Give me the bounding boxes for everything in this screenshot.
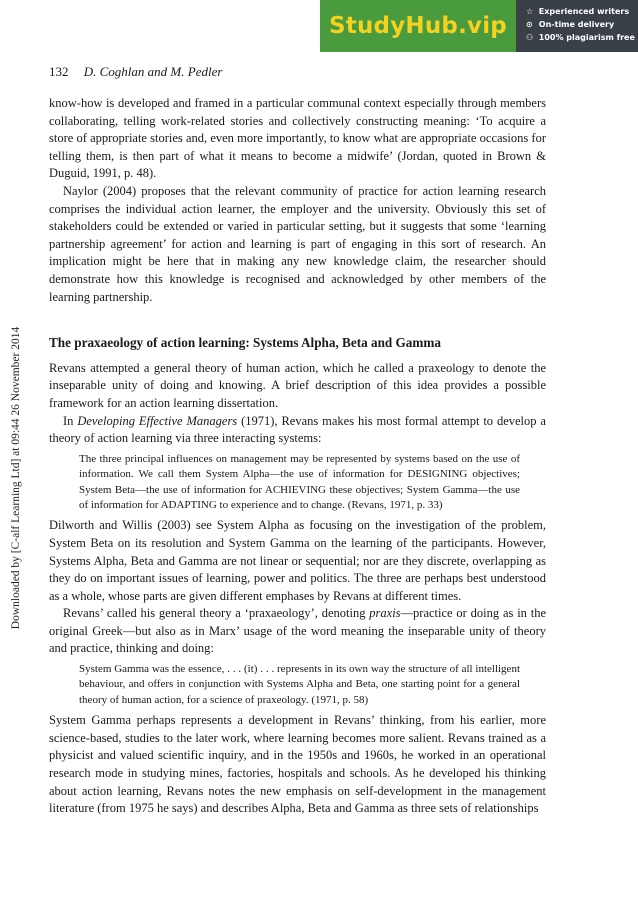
paragraph-3: Revans attempted a general theory of human action, which he called a praxeology to denote the inseparable unity of doing and knowing. A brief description of this idea provides a possible framework for an action learning dissertation.: [49, 360, 546, 410]
paragraph-2: Naylor (2004) proposes that the relevant community of practice for action learning research comprises the individual action learner, the employer and the university. Obviously this set of stakeholders could be extended or varied in particular setting, but it suggests that some ‘learning partnership agreement’ for action and learning is part of engaging in this sort of research. An implication might be here that in making any new knowledge claim, the researcher should demonstrate how this knowledge is recognised and acknowledged by other members of the learning partnership.: [49, 183, 546, 304]
feature-plagiarism-free: ⚇ 100% plagiarism free: [526, 33, 635, 42]
feature-experienced-writers: ☆ Experienced writers: [526, 7, 630, 16]
running-authors: D. Coghlan and M. Pedler: [83, 64, 223, 79]
page-number: 132: [49, 64, 69, 79]
article-body: [49, 95, 546, 818]
download-watermark: [0, 0, 30, 909]
studyhub-logo[interactable]: [320, 0, 516, 52]
running-header: [49, 64, 222, 80]
block-quote-1: The three principal influences on management may be represented by systems based on the use of information. We call them System Alpha—the use of information for DESIGNING objectives; System Beta—the use of information for ACHIEVING these objectives; System Gamma—the use of information for ADAPTING to experience and to change. (Revans, 1971, p. 33): [79, 452, 520, 511]
paragraph-6: Revans’ called his general theory a ‘praxaeology’, denoting praxis—practice or doing as in the original Greek—but also as in Marx’ usage of the word meaning the inseparable unity of theory and practice, thinking and doing:: [49, 606, 547, 656]
download-notice: Downloaded by [C-alf Learning Ltd] at 09:44 26 November 2014: [10, 326, 22, 630]
praxis-term: praxis: [369, 606, 401, 621]
paragraph-7: System Gamma perhaps represents a development in Revans’ thinking, from his earlier, more science-based, studies to the later work, where learning becomes more salient. Revans trained as a physicist and valued scientific inquiry, and in the 1950s and 1960s, he worked in an operational research mode in studying mines, factories, hospitals and schools. As he developed his thinking about action learning, Revans notes the new emphasis on self-development in the management literature (from 1975 he says) and describes Alpha, Beta and Gamma as three sets of relationships: [49, 713, 546, 816]
shield-icon: ⚇: [526, 33, 534, 42]
logo-text: StudyHub.vip: [329, 13, 507, 39]
star-icon: ☆: [526, 7, 534, 16]
feature-on-time-delivery: ⊙ On-time delivery: [526, 20, 615, 29]
paragraph-1: know-how is developed and framed in a particular communal context especially through members collaborating, telling work-related stories and collectively constructing meaning: ‘To acquire a store of appropriate stories and, even more importantly, to know what are appropriate occasions for telling them, is then part of what it means to become a midwife’ (Jordan, quoted in Brown & Duguid, 1991, p. 48).: [49, 96, 546, 181]
clock-icon: ⊙: [526, 20, 533, 29]
paragraph-4: In Developing Effective Managers (1971), Revans makes his most formal attempt to develop a theory of action learning via three interacting systems:: [49, 413, 546, 446]
section-heading: The praxaeology of action learning: Systems Alpha, Beta and Gamma: [49, 335, 441, 351]
studyhub-banner[interactable]: [320, 0, 638, 52]
book-title: Developing Effective Managers: [77, 413, 238, 428]
block-quote-2: System Gamma was the essence, . . . (it) . . . represents in its own way the structure of all intelligent behaviour, and offers in conjunction with Systems Alpha and Beta, one starting point for a general theory of human action, for a science of praxeology. (1971, p. 58): [79, 663, 520, 706]
paragraph-5: Dilworth and Willis (2003) see System Alpha as focusing on the investigation of the problem, System Beta on its resolution and System Gamma on the learning of the participants. However, Systems Alpha, Beta and Gamma are not linear or sequential; nor are they discrete, overlapping as they do on important issues of learning, power and politics. The three are perhaps best understood as a whole, whose parts are given different emphases by Revans at different times.: [49, 518, 546, 603]
banner-features: [516, 0, 638, 52]
